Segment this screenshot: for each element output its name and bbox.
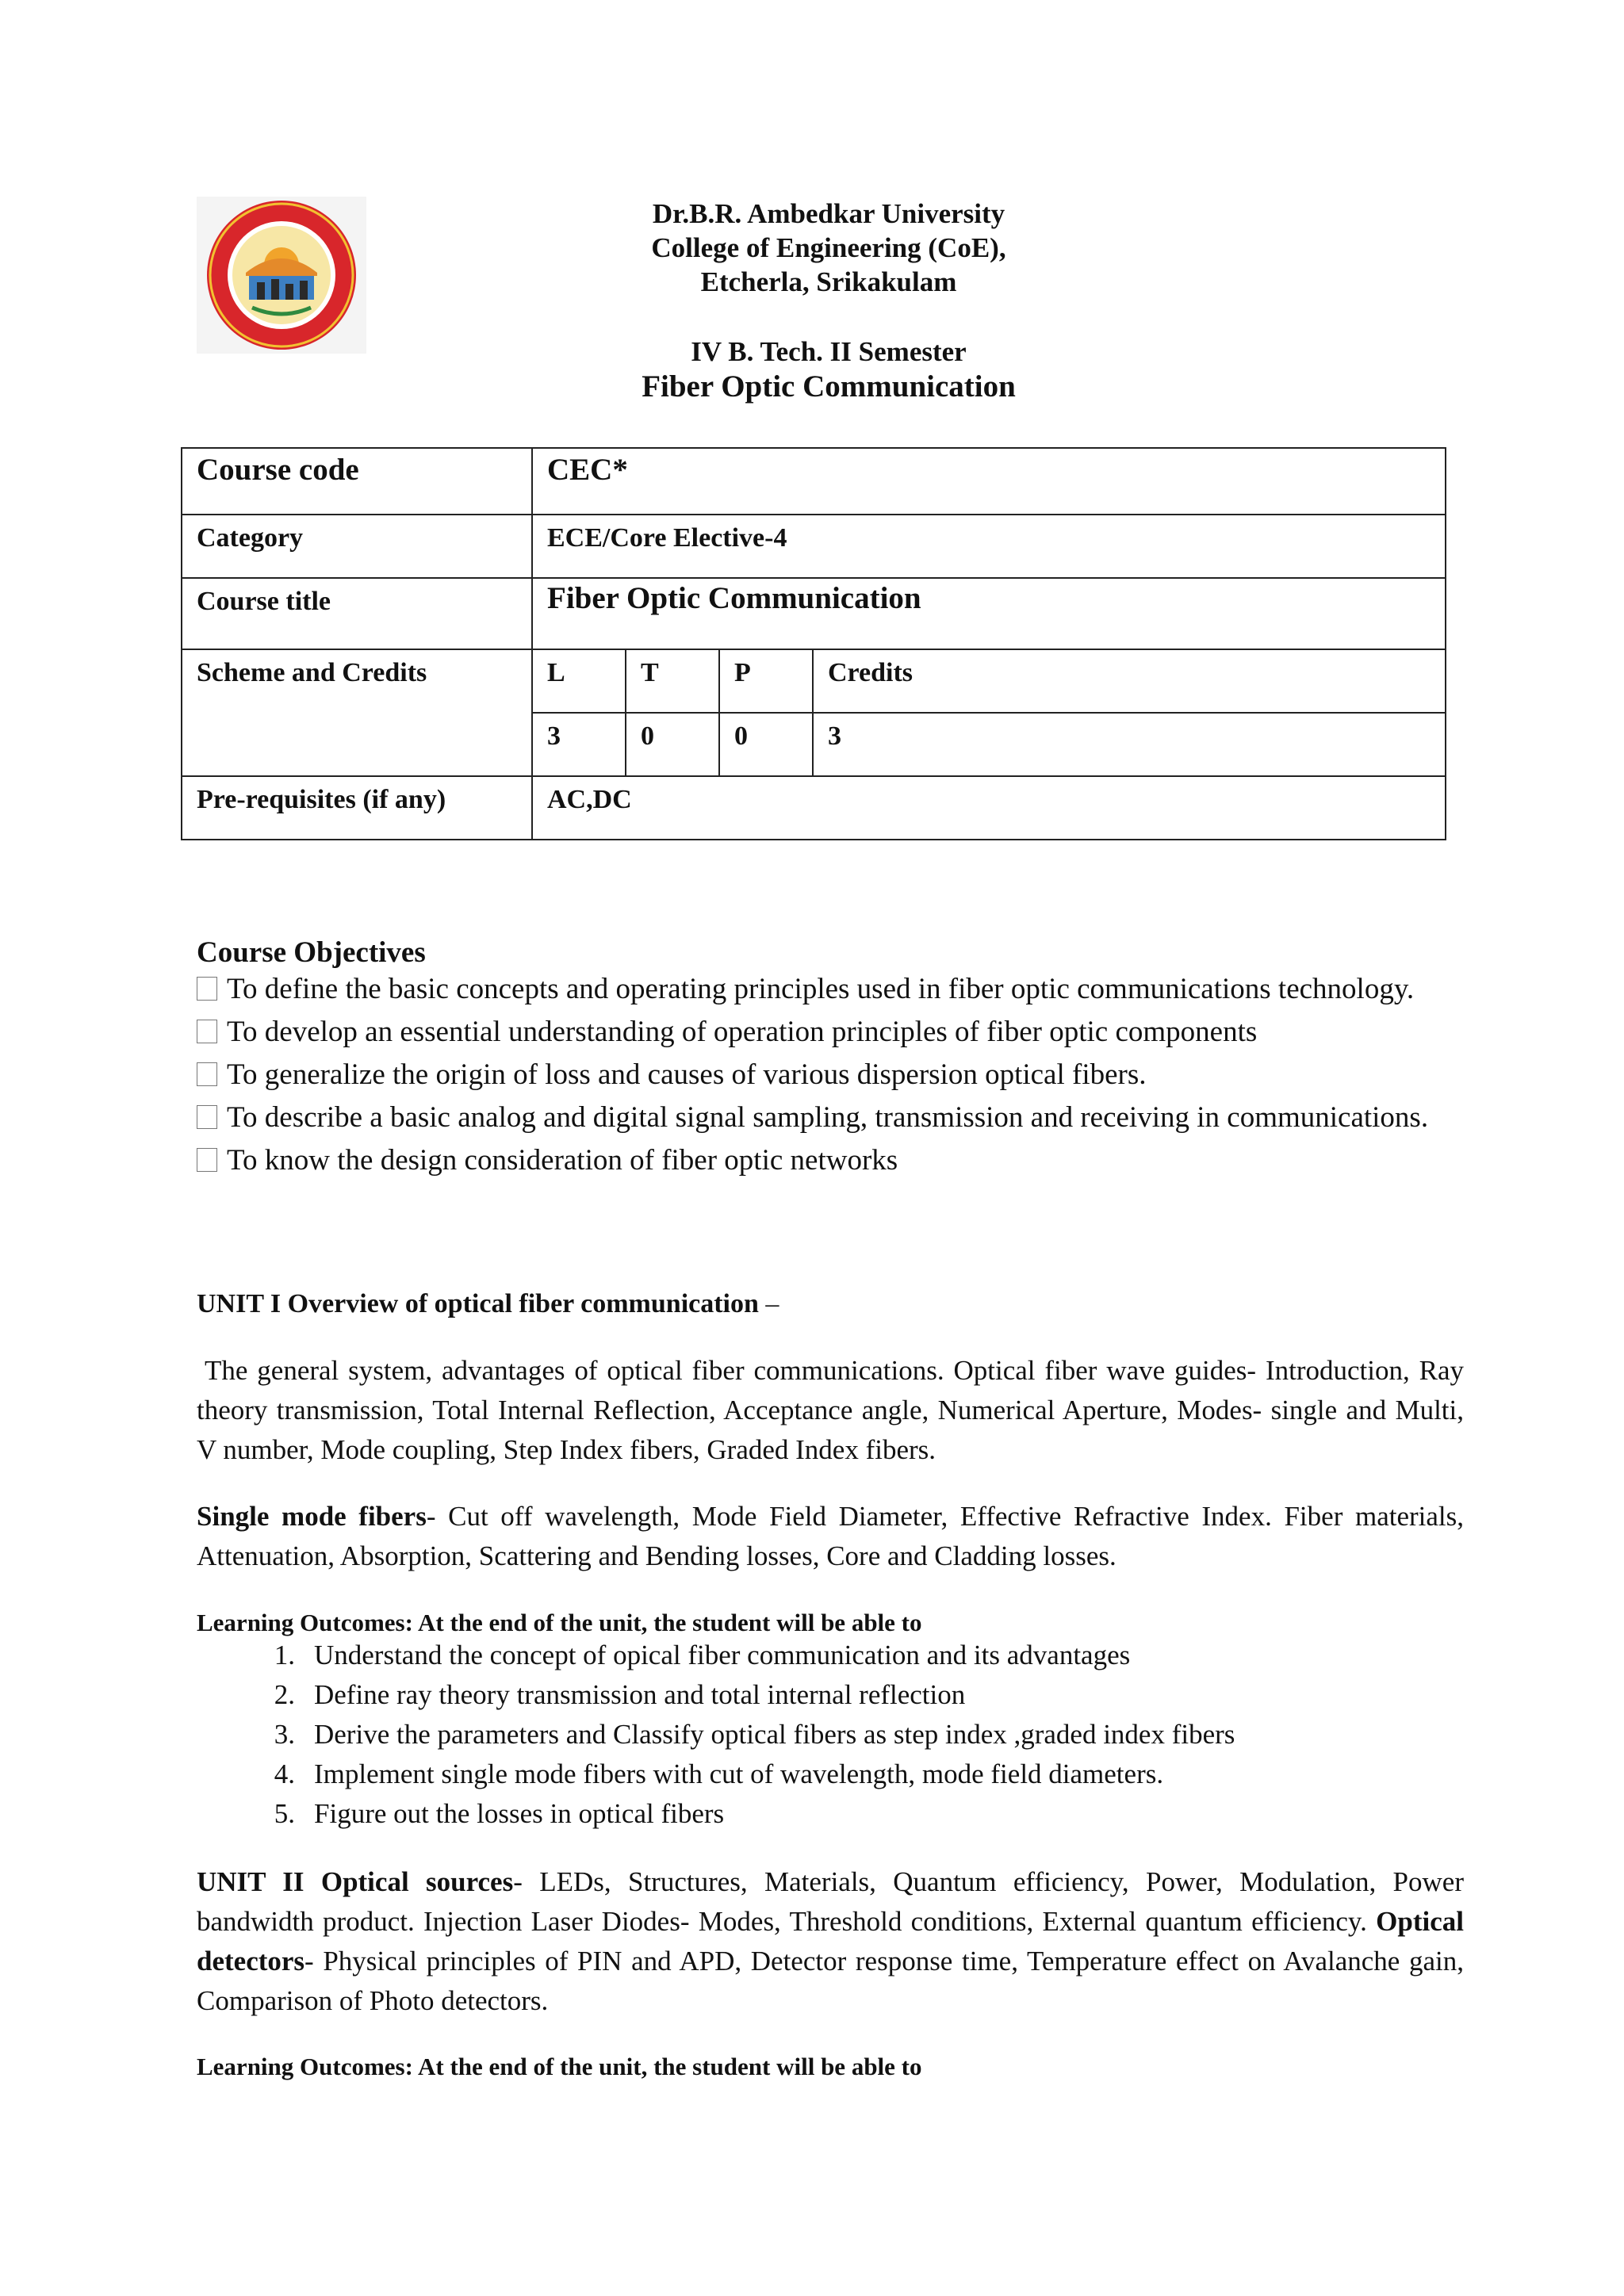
unit2-outcomes-heading: Learning Outcomes: At the end of the unit, the student will be able to bbox=[197, 2053, 922, 2080]
bullet-box-icon bbox=[197, 1105, 217, 1129]
t-header: T bbox=[626, 649, 719, 713]
course-title-value: Fiber Optic Communication bbox=[532, 578, 1446, 649]
bullet-box-icon bbox=[197, 1148, 217, 1172]
objective-item: To develop an essential understanding of operation principles of fiber optic components bbox=[197, 1014, 1465, 1050]
category-label: Category bbox=[182, 515, 532, 578]
unit2-paragraph: UNIT II Optical sources- LEDs, Structures, Materials, Quantum efficiency, Power, Modulation, Power bandwidth product. Injection Laser Diodes- Modes, Threshold conditions, External quantum efficiency. Optical detectors- Physical principles of PIN and APD, Detector response time, Temperature effect on Avalanche gain, Comparison of Photo detectors. bbox=[197, 1866, 1464, 2016]
objective-item: To define the basic concepts and operating principles used in fiber optic communications technology. bbox=[197, 971, 1465, 1007]
course-title-label: Course title bbox=[182, 578, 532, 649]
unit1-outcomes-heading: Learning Outcomes: At the end of the unit, the student will be able to bbox=[197, 1609, 922, 1636]
prereq-label: Pre-requisites (if any) bbox=[182, 776, 532, 840]
bullet-box-icon bbox=[197, 1062, 217, 1086]
objective-item: To know the design consideration of fiber optic networks bbox=[197, 1142, 1465, 1178]
course-code-label: Course code bbox=[182, 448, 532, 515]
scheme-label-spacer bbox=[182, 713, 532, 776]
university-name: Dr.B.R. Ambedkar University bbox=[652, 198, 1005, 229]
university-seal-icon bbox=[197, 197, 366, 354]
l-header: L bbox=[532, 649, 626, 713]
semester-label: IV B. Tech. II Semester bbox=[691, 336, 967, 367]
list-item: 2. Define ray theory transmission and total internal reflection bbox=[274, 1679, 966, 1710]
credits-value: 3 bbox=[813, 713, 1446, 776]
p-value: 0 bbox=[719, 713, 813, 776]
list-item: 4. Implement single mode fibers with cut of wavelength, mode field diameters. bbox=[274, 1758, 1164, 1789]
prereq-value: AC,DC bbox=[532, 776, 1446, 840]
unit1-body: The general system, advantages of optical fiber communications. Optical fiber wave guides- Introduction, Ray theory transmission, Total Internal Reflection, Acceptance angle, Numerical Aperture, Modes- single and Multi, V number, Mode coupling, Step Index fibers, Graded Index fibers. bbox=[197, 1355, 1464, 1465]
credits-header: Credits bbox=[813, 649, 1446, 713]
course-heading: Fiber Optic Communication bbox=[642, 369, 1016, 404]
objectives-list bbox=[197, 971, 1465, 1185]
objectives-title: Course Objectives bbox=[197, 936, 426, 969]
document-header bbox=[492, 197, 1166, 299]
course-code-value: CEC* bbox=[532, 448, 1446, 515]
l-value: 3 bbox=[532, 713, 626, 776]
college-name: College of Engineering (CoE), bbox=[651, 232, 1006, 263]
college-location: Etcherla, Srikakulam bbox=[700, 266, 957, 297]
list-item: 5. Figure out the losses in optical fibers bbox=[274, 1798, 725, 1829]
bullet-box-icon bbox=[197, 977, 217, 1001]
list-item: 3. Derive the parameters and Classify optical fibers as step index ,graded index fibers bbox=[274, 1719, 1235, 1750]
unit1-outcomes-list bbox=[238, 1636, 1459, 1834]
t-value: 0 bbox=[626, 713, 719, 776]
course-header bbox=[492, 335, 1166, 405]
list-item: 1. Understand the concept of opical fiber communication and its advantages bbox=[274, 1640, 1131, 1670]
single-mode-paragraph: Single mode fibers- Cut off wavelength, Mode Field Diameter, Effective Refractive Index. Fiber materials, Attenuation, Absorption, Scattering and Bending losses, Core and Cladding losses. bbox=[197, 1501, 1464, 1571]
course-info-table bbox=[181, 447, 1446, 840]
bullet-box-icon bbox=[197, 1020, 217, 1043]
unit1-title: UNIT I Overview of optical fiber communication – bbox=[197, 1289, 779, 1318]
category-value: ECE/Core Elective-4 bbox=[532, 515, 1446, 578]
objective-item: To describe a basic analog and digital signal sampling, transmission and receiving in communications. bbox=[197, 1100, 1465, 1135]
scheme-label: Scheme and Credits bbox=[182, 649, 532, 713]
university-logo bbox=[197, 197, 366, 354]
p-header: P bbox=[719, 649, 813, 713]
objective-item: To generalize the origin of loss and causes of various dispersion optical fibers. bbox=[197, 1057, 1465, 1093]
